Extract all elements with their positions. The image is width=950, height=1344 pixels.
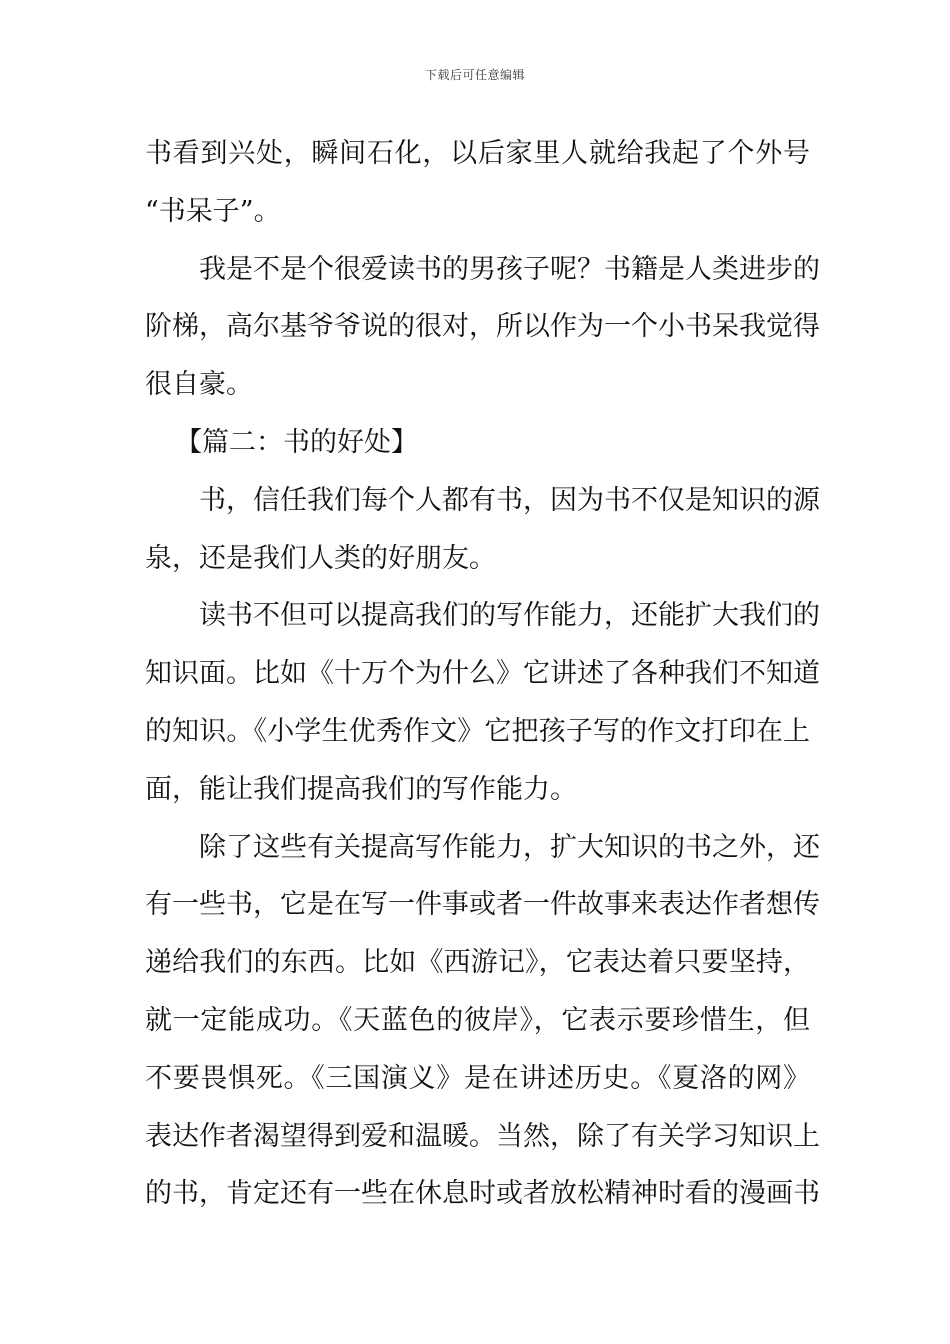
paragraph-start-line: 除了这些有关提高写作能力，扩大知识的书之外，还 [199,831,820,863]
text-line: 有一些书，它是在写一件事或者一件故事来表达作者想传 [145,889,820,921]
text-line: 很自豪。 [145,369,253,401]
page-header: 下载后可任意编辑 [424,68,525,82]
text-line: 的知识。《小学生优秀作文》它把孩子写的作文打印在上 [145,715,810,747]
text-line: 阶梯，高尔基爷爷说的很对，所以作为一个小书呆我觉得 [145,311,820,343]
text-line: 书看到兴处，瞬间石化，以后家里人就给我起了个外号 [145,138,810,169]
text-line: 面，能让我们提高我们的写作能力。 [145,773,577,805]
paragraph-start-line: 我是不是个很爱读书的男孩子呢？书籍是人类进步的 [199,253,820,285]
text-line: 不要畏惧死。《三国演义》是在讲述历史。《夏洛的网》 [145,1062,810,1094]
text-line: 表达作者渴望得到爱和温暖。当然，除了有关学习知识上 [145,1120,820,1152]
document-body [145,125,820,1223]
text-line: 就一定能成功。《天蓝色的彼岸》，它表示要珍惜生，但 [145,1004,810,1036]
paragraph-start-line: 读书不但可以提高我们的写作能力，还能扩大我们的 [199,600,820,632]
section-heading: 【篇二：书的好处】 [175,426,418,458]
text-line: “书呆子”。 [145,195,281,227]
text-line: 泉，还是我们人类的好朋友。 [145,542,496,574]
text-line: 的书，肯定还有一些在休息时或者放松精神时看的漫画书 [145,1178,820,1210]
text-line: 递给我们的东西。比如《西游记》，它表达着只要坚持， [145,947,810,979]
paragraph-start-line: 书，信任我们每个人都有书，因为书不仅是知识的源 [199,484,820,516]
text-line: 知识面。比如《十万个为什么》它讲述了各种我们不知道 [145,658,820,690]
